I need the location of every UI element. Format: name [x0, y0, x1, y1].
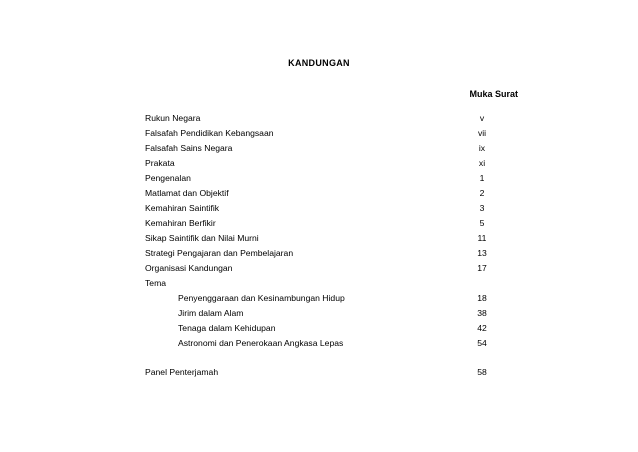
- toc-entry: [0, 141, 638, 155]
- toc-entry-label: Strategi Pengajaran dan Pembelajaran: [145, 248, 294, 258]
- toc-entry-page: 13: [477, 248, 487, 258]
- toc-subentry: [0, 306, 638, 320]
- toc-entry: [0, 231, 638, 245]
- toc-entry-label: Prakata: [145, 158, 175, 168]
- toc-entry-page: 58: [477, 367, 487, 377]
- toc-entry-label: Falsafah Sains Negara: [145, 143, 233, 153]
- toc-entry: [0, 261, 638, 275]
- toc-entry-page: v: [479, 113, 485, 123]
- toc-entry: [0, 216, 638, 230]
- toc-entry-label: Jirim dalam Alam: [178, 308, 244, 318]
- toc-entry-label: Falsafah Pendidikan Kebangsaan: [145, 128, 274, 138]
- toc-entry-page: 18: [477, 293, 487, 303]
- toc-entry-label: Rukun Negara: [145, 113, 201, 123]
- page-number-column-header: Muka Surat: [469, 89, 518, 99]
- toc-entry: [0, 126, 638, 140]
- toc-entry: [0, 365, 638, 379]
- toc-entry-page: 3: [479, 203, 485, 213]
- toc-entry-label: Tema: [145, 278, 167, 288]
- toc-entry-page: 1: [479, 173, 485, 183]
- toc-entry-page: 38: [477, 308, 487, 318]
- toc-entry-label: Astronomi dan Penerokaan Angkasa Lepas: [178, 338, 344, 348]
- toc-entry-label: Panel Penterjamah: [145, 367, 219, 377]
- toc-entry-label: Matlamat dan Objektif: [145, 188, 229, 198]
- toc-entry-page: vii: [477, 128, 487, 138]
- toc-entry: [0, 111, 638, 125]
- page-title: KANDUNGAN: [288, 58, 350, 68]
- toc-entry-page: xi: [478, 158, 486, 168]
- toc-entry-page: 17: [477, 263, 487, 273]
- toc-entry: [0, 171, 638, 185]
- toc-entry: [0, 201, 638, 215]
- toc-subentry: [0, 291, 638, 305]
- toc-entry-label: Kemahiran Saintifik: [145, 203, 220, 213]
- toc-entry-page: 42: [477, 323, 487, 333]
- toc-entry-label: Kemahiran Berfikir: [145, 218, 216, 228]
- toc-subentry: [0, 336, 638, 350]
- toc-entry-page: 5: [479, 218, 485, 228]
- toc-entry: [0, 186, 638, 200]
- toc-entry-label: Penyenggaraan dan Kesinambungan Hidup: [178, 293, 345, 303]
- toc-entry-label: Tenaga dalam Kehidupan: [178, 323, 276, 333]
- toc-section-heading: [0, 276, 638, 290]
- toc-entry-label: Sikap Saintifik dan Nilai Murni: [145, 233, 259, 243]
- toc-entry-label: Pengenalan: [145, 173, 191, 183]
- toc-entry: [0, 246, 638, 260]
- toc-entry-page: 54: [477, 338, 487, 348]
- toc-entry: [0, 156, 638, 170]
- toc-entry-page: 2: [479, 188, 485, 198]
- toc-entry-page: 11: [477, 233, 487, 243]
- toc-entry-label: Organisasi Kandungan: [145, 263, 233, 273]
- toc-entry-page: ix: [478, 143, 486, 153]
- toc-subentry: [0, 321, 638, 335]
